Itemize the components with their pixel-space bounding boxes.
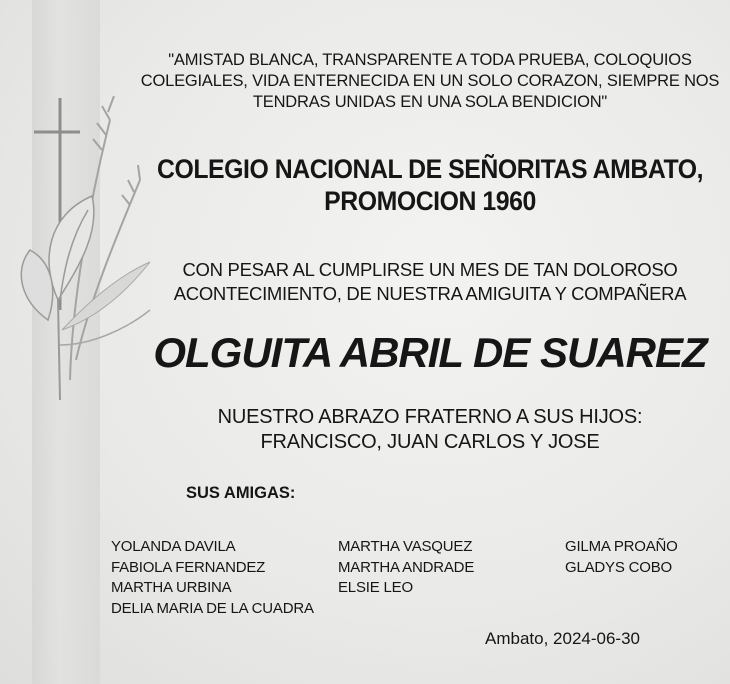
memorial-quote: "AMISTAD BLANCA, TRANSPARENTE A TODA PRUEBA, COLOQUIOS COLEGIALES, VIDA ENTERNECIDA EN UN SOLO CORAZON, SIEMPRE NOS TENDRAS UNIDAS EN UNA SOLA BENDICION"	[140, 51, 720, 111]
friends-title: SUS AMIGAS:	[186, 484, 296, 502]
friends-column-3	[565, 537, 678, 578]
friend-name: YOLANDA DAVILA	[111, 538, 236, 555]
friend-name: FABIOLA FERNANDEZ	[111, 558, 266, 576]
condolence-line-2: ACONTECIMIENTO, DE NUESTRA AMIGUITA Y COMPAÑERA	[173, 283, 687, 304]
family-message-line-2: FRANCISCO, JUAN CARLOS Y JOSE	[260, 431, 600, 453]
friend-name: MARTHA ANDRADE	[338, 558, 475, 576]
friend-name: GLADYS COBO	[565, 558, 672, 576]
family-message	[140, 405, 720, 455]
school-heading	[154, 153, 706, 217]
family-message-line-1: NUESTRO ABRAZO FRATERNO A SUS HIJOS:	[217, 406, 643, 428]
deceased-name: OLGUITA ABRIL DE SUAREZ	[153, 329, 707, 376]
friend-name: ELSIE LEO	[338, 579, 413, 596]
friend-name: MARTHA VASQUEZ	[338, 538, 473, 555]
friends-column-2	[338, 537, 474, 599]
ornament	[0, 0, 160, 420]
friend-name: DELIA MARIA DE LA CUADRA	[111, 599, 314, 617]
condolence-line-1: CON PESAR AL CUMPLIRSE UN MES DE TAN DOLOROSO	[182, 259, 678, 280]
school-promotion: PROMOCION 1960	[324, 186, 536, 216]
friend-name: MARTHA URBINA	[111, 579, 232, 596]
friend-name: GILMA PROAÑO	[565, 538, 678, 555]
friends-column-1	[111, 537, 314, 619]
condolence-text	[140, 258, 720, 306]
school-name: COLEGIO NACIONAL DE SEÑORITAS AMBATO,	[156, 154, 704, 184]
place-date: Ambato, 2024-06-30	[485, 629, 640, 648]
calla-lily-icon	[21, 196, 150, 400]
